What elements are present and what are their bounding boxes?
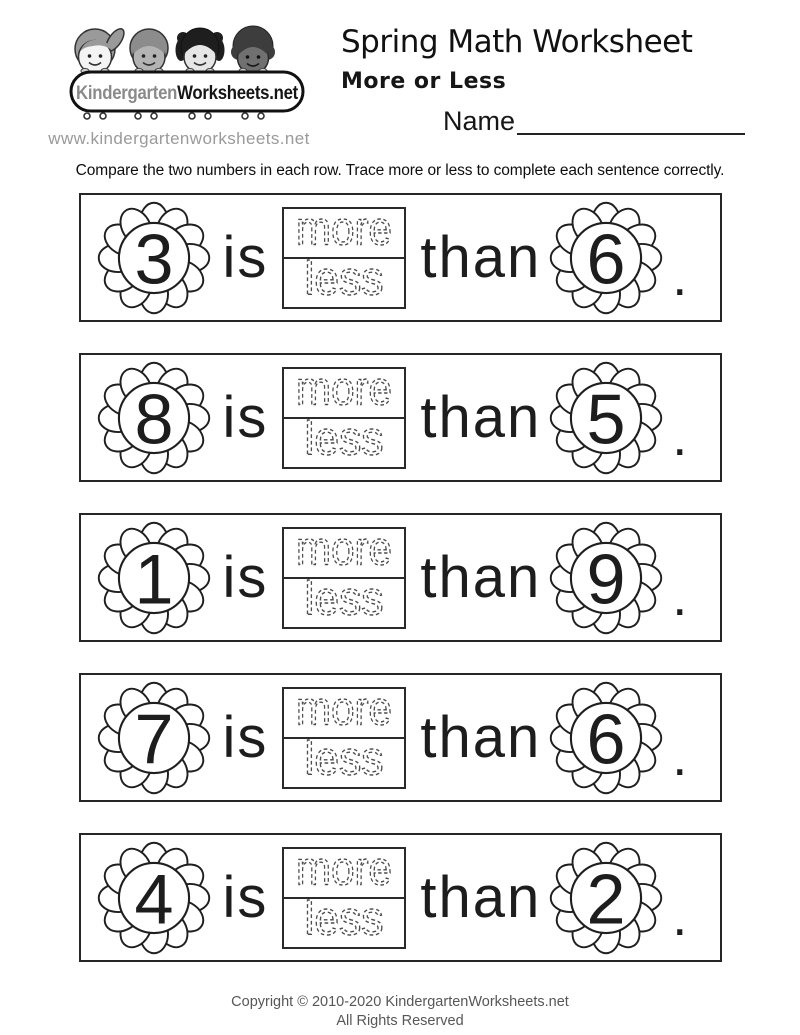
trace-less-text: less [304,579,384,625]
worksheet-row [79,193,722,322]
left-number: 1 [133,538,174,618]
page-title: Spring Math Worksheet [341,24,693,60]
word-than: than [420,544,542,610]
worksheet-rows [0,193,800,962]
word-than: than [420,224,542,290]
flower-icon [97,681,211,795]
flower-icon [97,201,211,315]
copyright-text: Copyright © 2010-2020 KindergartenWorksheets.net [231,994,569,1010]
trace-more-cell[interactable] [284,209,404,259]
flower-icon [549,841,663,955]
name-label: Name [443,106,516,136]
trace-more-cell[interactable] [284,369,404,419]
trace-less-text: less [304,259,384,305]
logo-banner-text: KindergartenWorksheets.net [76,83,313,104]
more-less-trace-box [282,367,406,469]
word-is: is [222,864,269,930]
trace-more-cell[interactable] [284,689,404,739]
header [0,0,800,149]
right-number: 6 [586,218,626,298]
flower-icon [549,521,663,635]
name-input-line[interactable] [517,109,745,135]
flower-icon [97,361,211,475]
logo-kids-icon [45,16,313,122]
word-is: is [222,704,269,770]
trace-less-text: less [304,899,384,945]
worksheet-row [79,513,722,642]
sentence-period: . [672,886,688,947]
trace-more-text: more [296,369,393,415]
trace-more-text: more [296,209,393,255]
flower-icon [97,841,211,955]
trace-less-cell[interactable] [284,899,404,947]
name-row [443,108,745,135]
word-than: than [420,864,542,930]
trace-less-cell[interactable] [284,259,404,307]
right-number: 6 [586,698,626,778]
worksheet-row [79,833,722,962]
flower-icon [549,681,663,795]
more-less-trace-box [282,207,406,309]
trace-more-text: more [296,849,393,895]
footer [0,993,800,1031]
logo [45,16,313,149]
left-number: 4 [133,858,174,938]
flower-icon [549,361,663,475]
right-number: 5 [586,378,626,458]
trace-less-cell[interactable] [284,739,404,787]
word-is: is [222,224,269,290]
trace-less-text: less [304,419,384,465]
instructions-text: Compare the two numbers in each row. Trace more or less to complete each sentence correctly. [75,162,725,179]
kid4-boy-icon [231,26,275,74]
trace-more-text: more [296,689,393,735]
worksheet-row [79,353,722,482]
flower-icon [97,521,211,635]
left-number: 3 [133,218,174,298]
kid1-girl-icon [75,26,127,74]
more-less-trace-box [282,687,406,789]
sentence-period: . [672,406,688,467]
sentence-period: . [672,246,688,307]
word-than: than [420,384,542,450]
trace-less-cell[interactable] [284,419,404,467]
logo-website-url: www.kindergartenworksheets.net [48,129,310,148]
trace-more-cell[interactable] [284,849,404,899]
kid2-boy-icon [130,29,168,73]
worksheet-row [79,673,722,802]
kid3-girl-icon [176,28,225,73]
trace-more-text: more [296,529,393,575]
left-number: 8 [133,378,174,458]
right-number: 2 [586,858,626,938]
trace-less-cell[interactable] [284,579,404,627]
right-number: 9 [586,538,626,618]
flower-icon [549,201,663,315]
word-is: is [222,384,269,450]
page-subtitle: More or Less [341,69,507,94]
more-less-trace-box [282,527,406,629]
word-is: is [222,544,269,610]
left-number: 7 [133,698,174,778]
sentence-period: . [672,726,688,787]
rights-text: All Rights Reserved [336,1012,464,1029]
more-less-trace-box [282,847,406,949]
sentence-period: . [672,566,688,627]
feet-icon [84,113,264,119]
trace-more-cell[interactable] [284,529,404,579]
trace-less-text: less [304,739,384,785]
word-than: than [420,704,542,770]
